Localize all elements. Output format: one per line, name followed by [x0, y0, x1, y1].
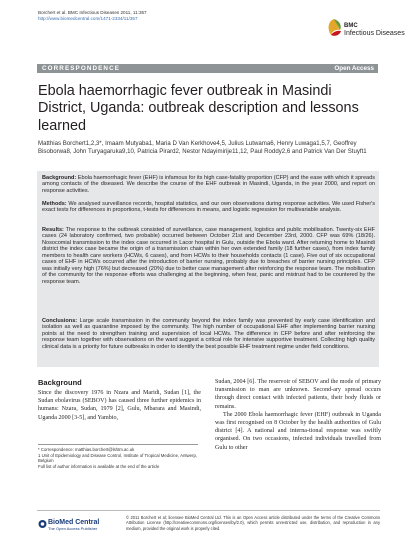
abstract-background-text: Ebola haemorrhagic fever (EHF) is infamous for its high case-fatality proportion (CFP) and the ease with which it spreads among contacts of the diseased. We describe the course of the EHF outbreak in Masindi, Uganda, in the year 2000, and report on response activities.: [42, 175, 375, 194]
abstract-conclusions-label: Conclusions:: [42, 318, 78, 324]
article-type-banner: [37, 64, 378, 73]
abstract-box: [37, 171, 379, 367]
bmc-swirl-icon: [325, 17, 343, 39]
body-column-right: [215, 378, 381, 452]
abstract-methods-label: Methods:: [42, 201, 67, 207]
body-paragraph-right-1: Sudan, 2004 [6]. The reservoir of SEBOV and the mode of primary transmission to man are unknown. Second-ary spread occurs through direct contact with infected patients, their body fluids or remains.: [215, 379, 381, 410]
biomed-central-icon: [38, 518, 47, 530]
body-column-left: [38, 378, 201, 422]
abstract-results: [42, 227, 375, 285]
page-header: [38, 10, 147, 22]
affiliation-note: 1 Unit of Epidemiology and Disease Control, Institute of Tropical Medicine, Antwerp, Belgium: [38, 452, 198, 464]
correspondence-note: * Correspondence: matthias.borchert@lshtm.ac.uk: [38, 447, 135, 452]
open-access-label: Open Access: [334, 65, 374, 72]
abstract-conclusions: [42, 318, 375, 350]
logo-line-1: BMC: [344, 23, 358, 29]
footer-divider: [37, 510, 380, 511]
body-paragraph-right-2: The 2000 Ebola haemorrhagic fever (EHF) outbreak in Uganda was first recognised on 8 October by the health authorities of Gulu district [4]. A national and interna-tional response was swiftly organised. On two occasions, infected individuals travelled from Gulu to other: [215, 411, 381, 451]
footnotes: [38, 444, 198, 469]
abstract-background-label: Background:: [42, 175, 77, 181]
abstract-methods: [42, 201, 375, 214]
author-info-note: Full list of author information is available at the end of the article: [38, 463, 160, 469]
abstract-methods-text: We analysed surveillance records, hospital statistics, and our own observations during response activities. We used Fisher's exact tests for differences in proportions, t-tests for differences in means, and logistic regression for multivariable analysis.: [42, 201, 375, 214]
body-paragraph-left: Since the discovery 1976 in Nzara and Maridi, Sudan [1], the Sudan ebolavirus (SEBOV) has caused three further epidemics in humans: Nzara, Sudan, 1979 [2], Gulu, Mbarara and Masindi, Uganda 2000 [3-5], and Yambio,: [38, 390, 201, 421]
article-type-label: CORRESPONDENCE: [42, 65, 121, 72]
section-heading-background: Background: [38, 378, 82, 387]
abstract-results-text: The response to the outbreak consisted of surveillance, case management, logistics and public mobilisation. Twenty-six EHF cases (24 laboratory confirmed, two probable) occurred between October 21st and December 23rd, 2000. CFP was 69% (18/26). Nosocomial transmission to the index case occurred in Lacor hospital in Gulu, outside the Ebola ward. After returning home to Masindi district the index case became the origin of a transmission chain within her own extended family (18 further cases), from index family members to health care workers (HCWs, 6 cases), and from HCWs to their households contacts (1 case). Five out of six occupational cases of EHF in HCWs occurred after the introduction of barrier nursing, probably due to breaches of barrier nursing principles. CFP was initially very high (76%) but decreased (20%) due to better case management after reinforcing the response team. The mobilisation of the community for the response efforts was challenging at the beginning, when fear, panic and mistrust had to be countered by the response team.: [42, 227, 375, 285]
abstract-results-label: Results:: [42, 227, 64, 233]
biomed-central-name: BioMed Central: [48, 519, 100, 526]
article-title: Ebola haemorrhagic fever outbreak in Masindi District, Uganda: outbreak description and lessons learned: [38, 83, 359, 134]
bmc-journal-logo: [325, 15, 405, 43]
biomed-central-logo: [38, 517, 108, 531]
abstract-conclusions-text: Large scale transmission in the community beyond the index family was prevented by early case identification and isolation as well as quarantine imposed by the community. The high number of occupational EHF after implementing barrier nursing points at the need to strengthen training and supervision of local HCWs. The difference in CFP before and after reinforcing the response team together with observations on the ward suggest a critical role for intensive supportive treatment. Collecting high quality clinical data is a priority for future outbreaks in order to identify the best possible EHF treatment regime under field conditions.: [42, 318, 375, 350]
article-url-link[interactable]: http://www.biomedcentral.com/1471-2334/11/357: [38, 15, 138, 21]
abstract-background: [42, 175, 375, 194]
biomed-central-tagline: The Open Access Publisher: [48, 526, 98, 531]
author-list: Matthias Borchert1,2,3*, Imaam Mutyaba1, Maria D Van Kerkhove4,5, Julius Lutwama6, Henry Luwaga1,5,7, Geoffrey Bisoborwa8, John Turyagaruka9,10, Patricia Pirard2, Nestor Ndayimirije11,12, Paul Roddy2,6 and Patrick Van Der Stuyft1: [38, 140, 367, 156]
citation-line: Borchert et al. BMC Infectious Diseases 2011, 11:357: [38, 10, 147, 15]
license-text: © 2011 Borchert et al; licensee BioMed Central Ltd. This is an Open Access article distributed under the terms of the Creative Commons Attribution License (http://creativecommons.org/licenses/by/2.0), which permits unrestricted use, distribution, and reproduction in any medium, provided the original work is properly cited.: [126, 515, 380, 531]
logo-line-2: Infectious Diseases: [344, 30, 405, 37]
